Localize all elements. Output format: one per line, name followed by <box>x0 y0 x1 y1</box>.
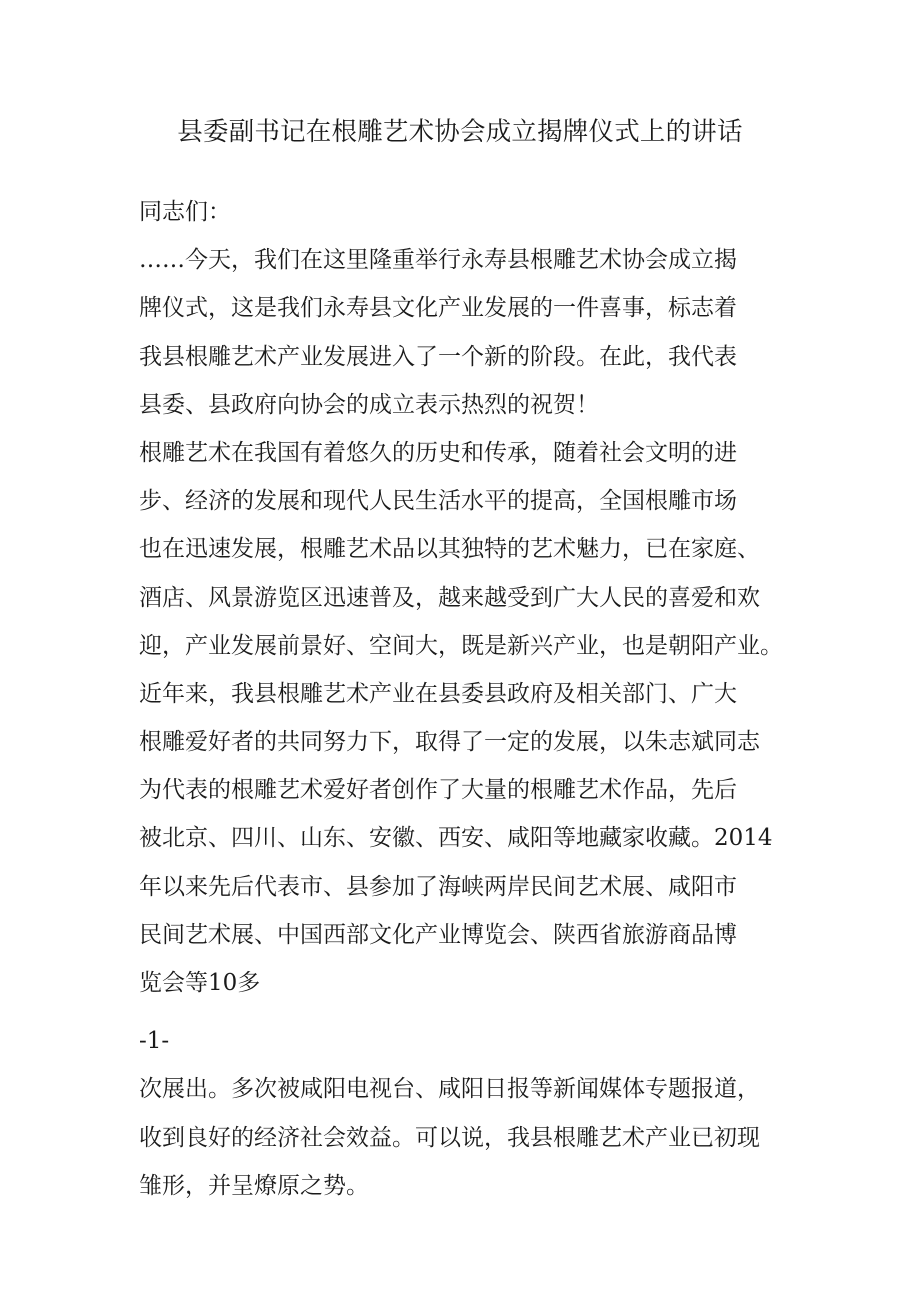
paragraph-line: 次展出。多次被咸阳电视台、咸阳日报等新闻媒体专题报道， <box>139 1076 760 1103</box>
paragraph-line: 为代表的根雕艺术爱好者创作了大量的根雕艺术作品，先后 <box>139 777 737 804</box>
paragraph-line: 根雕艺术在我国有着悠久的历史和传承，随着社会文明的进 <box>139 439 737 466</box>
paragraph-line: 也在迅速发展，根雕艺术品以其独特的艺术魅力，已在家庭、 <box>139 536 760 563</box>
paragraph-line: 雏形，并呈燎原之势。 <box>139 1172 369 1199</box>
paragraph-line: 民间艺术展、中国西部文化产业博览会、陕西省旅游商品博 <box>139 921 737 948</box>
paragraph-line: 县委、县政府向协会的成立表示热烈的祝贺！ <box>139 391 599 418</box>
paragraph-line: 被北京、四川、山东、安徽、西安、咸阳等地藏家收藏。2014 <box>139 825 773 852</box>
paragraph-line: 览会等10多 <box>139 970 261 996</box>
paragraph-line: ……今天，我们在这里隆重举行永寿县根雕艺术协会成立揭 <box>139 247 737 274</box>
paragraph-line: 牌仪式，这是我们永寿县文化产业发展的一件喜事，标志着 <box>139 295 737 322</box>
paragraph-line: 年以来先后代表市、县参加了海峡两岸民间艺术展、咸阳市 <box>139 873 737 900</box>
paragraph-line: 酒店、风景游览区迅速普及，越来越受到广大人民的喜爱和欢 <box>139 584 760 611</box>
paragraph-line: 收到良好的经济社会效益。可以说，我县根雕艺术产业已初现 <box>139 1124 760 1151</box>
speech-body <box>139 188 789 1210</box>
paragraph-line: 根雕爱好者的共同努力下，取得了一定的发展，以朱志斌同志 <box>139 729 760 756</box>
page-break-gap <box>139 1007 789 1017</box>
paragraph-line: 近年来，我县根雕艺术产业在县委县政府及相关部门、广大 <box>139 680 737 707</box>
page-number: -1- <box>139 1028 170 1055</box>
paragraph-line: 迎，产业发展前景好、空间大，既是新兴产业，也是朝阳产业。 <box>139 632 783 659</box>
page-title: 县委副书记在根雕艺术协会成立揭牌仪式上的讲话 <box>177 117 743 147</box>
paragraph-line: 步、经济的发展和现代人民生活水平的提高，全国根雕市场 <box>139 488 737 515</box>
paragraph-line: 我县根雕艺术产业发展进入了一个新的阶段。在此，我代表 <box>139 343 737 370</box>
salutation: 同志们： <box>139 199 231 225</box>
